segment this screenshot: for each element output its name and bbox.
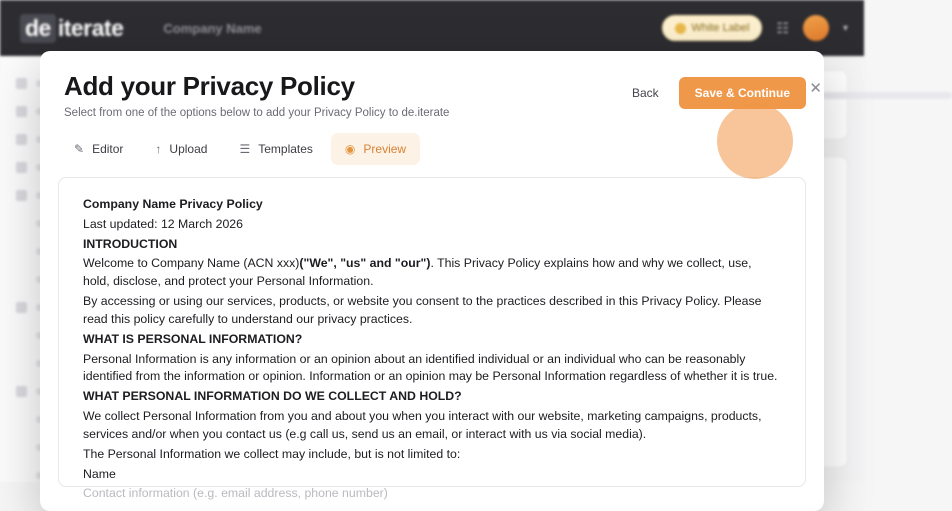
sparkle-icon [675, 23, 686, 34]
sidebar-icon [16, 134, 27, 145]
app-topbar [0, 0, 864, 56]
white-label-badge[interactable] [662, 15, 762, 41]
policy-heading: Company Name Privacy Policy [83, 197, 263, 211]
policy-intro-p1-a: Welcome to Company Name (ACN xxx) [83, 256, 300, 271]
privacy-policy-modal [40, 51, 824, 511]
policy-document[interactable] [58, 177, 806, 501]
pencil-icon: ✎ [74, 142, 85, 156]
topbar-company-name: Company Name [163, 20, 262, 36]
policy-s2-heading: WHAT PERSONAL INFORMATION DO WE COLLECT AND HOLD? [83, 389, 462, 404]
option-tabs [40, 119, 824, 165]
avatar[interactable] [803, 15, 829, 41]
tab-upload-label: Upload [169, 142, 208, 156]
policy-s1-text: Personal Information is any information or an opinion about an identified individual or an individual who can be reasonably identified from the information or opinion. Information or an opinion may be Personal Information regardless of whether it is true. [83, 351, 778, 384]
sidebar-icon [16, 78, 27, 89]
policy-intro-p1-b: . This Privacy Policy explains how and why we collect, use, hold, disclose, and protect your Personal Information. [83, 256, 752, 289]
logo-text: iterate [57, 14, 124, 41]
policy-intro-p2: By accessing or using our services, products, or website you consent to the practices described in this Privacy Policy. Please read this policy carefully to understand our privacy practices. [83, 294, 762, 326]
policy-intro-heading: INTRODUCTION [83, 236, 178, 251]
sidebar-icon [16, 386, 27, 397]
policy-s2-item1: Name [83, 466, 116, 481]
page-title: Add your Privacy Policy [64, 71, 355, 101]
tab-editor[interactable] [60, 133, 137, 165]
tab-preview-label: Preview [363, 142, 407, 156]
sidebar-icon [16, 190, 27, 201]
policy-intro-p1-bold: ("We", "us" and "our") [299, 256, 431, 271]
policy-intro-p1 [83, 255, 781, 291]
document-preview-wrap [40, 165, 824, 501]
tab-templates-label: Templates [258, 142, 313, 156]
sidebar-icon [16, 106, 27, 117]
content-line [822, 92, 952, 99]
topbar-actions [662, 0, 848, 56]
back-button[interactable]: Back [622, 78, 669, 108]
close-icon[interactable]: ✕ [801, 77, 830, 100]
page-subtitle: Select from one of the options below to add your Privacy Policy to de.iterate [64, 107, 450, 119]
tab-upload[interactable] [141, 133, 221, 165]
policy-s1-heading: WHAT IS PERSONAL INFORMATION? [83, 331, 303, 346]
tab-preview[interactable] [331, 133, 420, 165]
save-and-continue-button[interactable]: Save & Continue [679, 77, 806, 109]
grid-icon[interactable]: ☷ [776, 19, 789, 36]
app-logo[interactable] [20, 14, 123, 43]
tab-editor-label: Editor [92, 142, 124, 156]
policy-s2-item2: Contact information (e.g. email address, phone number) [83, 486, 388, 501]
policy-last-updated: Last updated: 12 March 2026 [83, 216, 243, 231]
upload-icon: ↑ [155, 142, 162, 156]
chevron-down-icon[interactable]: ▾ [842, 22, 848, 34]
policy-s2-p1: We collect Personal Information from you and about you when you interact with our website, marketing campaigns, products, services and/or when you contact us (e.g call us, send us an email, or interact with us via social media). [83, 409, 762, 441]
sidebar-icon [16, 302, 27, 313]
white-label-label: White Label [691, 22, 750, 34]
document-icon: ☰ [239, 142, 251, 156]
policy-s2-p2: The Personal Information we collect may include, but is not limited to: [83, 446, 461, 461]
sidebar-icon [16, 162, 27, 173]
eye-icon: ◉ [344, 142, 356, 156]
modal-header [40, 51, 824, 119]
logo-chip: de [20, 14, 56, 43]
header-actions [622, 77, 806, 109]
tab-templates[interactable] [225, 133, 326, 165]
